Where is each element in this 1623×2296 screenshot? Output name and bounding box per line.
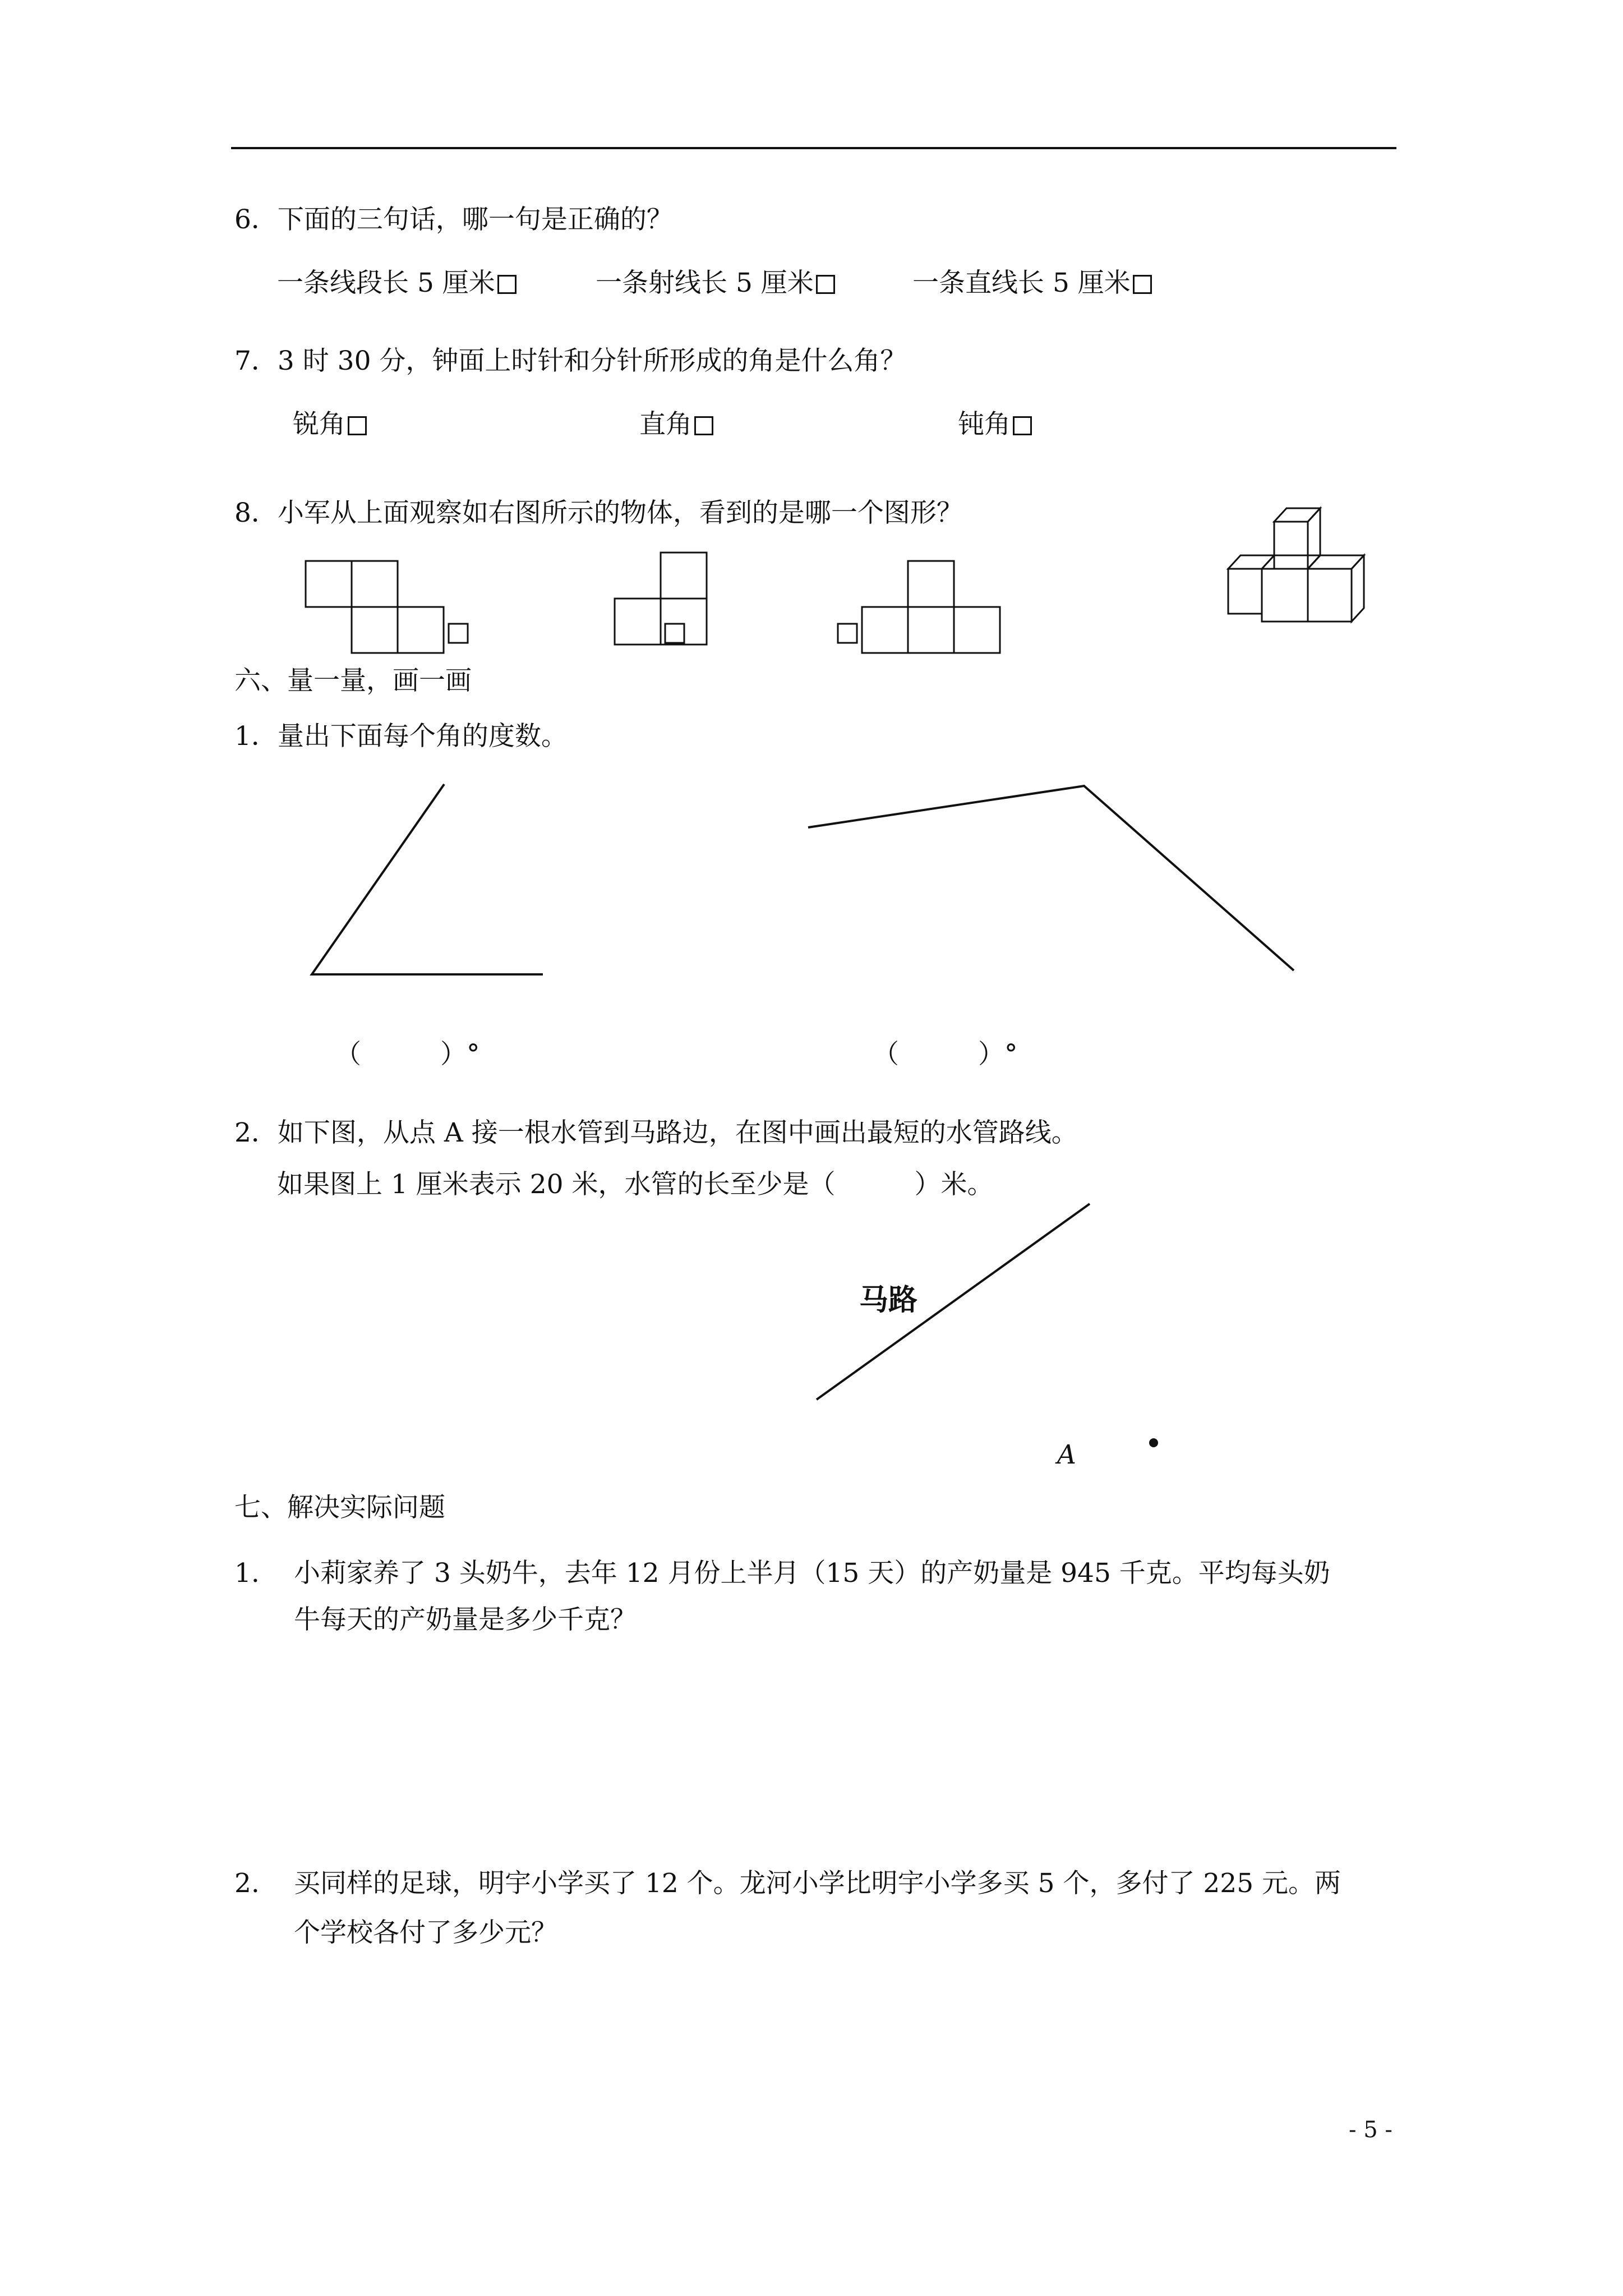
q8-option-shape-2[interactable] bbox=[615, 553, 707, 645]
road-line bbox=[817, 1204, 1090, 1400]
section6-q2-line1: 2．如下图，从点 A 接一根水管到马路边，在图中画出最短的水管路线。 bbox=[234, 1117, 1078, 1148]
q6-option-label: 一条射线长 5 厘米 bbox=[596, 268, 814, 298]
angle-figure-left bbox=[312, 784, 543, 974]
q6-option-label: 一条直线长 5 厘米 bbox=[912, 268, 1131, 298]
problem2-line2: 个学校各付了多少元？ bbox=[294, 1917, 557, 1948]
problem1-line2: 牛每天的产奶量是多少千克？ bbox=[294, 1604, 637, 1635]
q8-question: 8．小军从上面观察如右图所示的物体，看到的是哪一个图形？ bbox=[234, 498, 963, 528]
section6-title: 六、量一量，画一画 bbox=[234, 665, 472, 696]
q8-option-shape-3[interactable] bbox=[838, 561, 1000, 653]
checkbox[interactable] bbox=[665, 624, 684, 643]
checkbox[interactable] bbox=[449, 624, 468, 643]
q7-option-label: 钝角 bbox=[958, 409, 1011, 440]
q6-question: 6．下面的三句话，哪一句是正确的？ bbox=[234, 204, 673, 235]
q8-option-shape-1[interactable] bbox=[306, 561, 468, 653]
angle-figure-right bbox=[808, 786, 1294, 970]
angle-answer-left[interactable]: （ ）° bbox=[335, 1039, 480, 1070]
problem2-line1: 买同样的足球，明宇小学买了 12 个。龙河小学比明宇小学多买 5 个，多付了 225 元。两 bbox=[294, 1868, 1341, 1899]
cube-stack-figure bbox=[1228, 508, 1364, 622]
problem1-number: 1. bbox=[234, 1558, 260, 1589]
page-number: - 5 - bbox=[1349, 2117, 1393, 2143]
point-a-label: A bbox=[1057, 1439, 1076, 1470]
road-label: 马路 bbox=[859, 1283, 918, 1317]
q7-option-label: 直角 bbox=[639, 409, 692, 440]
q6-option-label: 一条线段长 5 厘米 bbox=[277, 268, 495, 298]
angle-answer-right[interactable]: （ ）° bbox=[873, 1039, 1018, 1070]
section7-title: 七、解决实际问题 bbox=[234, 1492, 445, 1523]
q7-question: 7．3 时 30 分，钟面上时针和分针所形成的角是什么角？ bbox=[234, 346, 907, 376]
section6-q1: 1．量出下面每个角的度数。 bbox=[234, 721, 568, 752]
point-a-dot[interactable] bbox=[1149, 1438, 1158, 1447]
checkbox[interactable] bbox=[838, 624, 857, 643]
problem2-number: 2. bbox=[234, 1868, 260, 1899]
section6-q2-line2: 如果图上 1 厘米表示 20 米，水管的长至少是（ ）米。 bbox=[277, 1169, 994, 1200]
problem1-line1: 小莉家养了 3 头奶牛，去年 12 月份上半月（15 天）的产奶量是 945 千克。平均每头奶 bbox=[294, 1558, 1330, 1589]
q7-option-label: 锐角 bbox=[293, 409, 345, 440]
